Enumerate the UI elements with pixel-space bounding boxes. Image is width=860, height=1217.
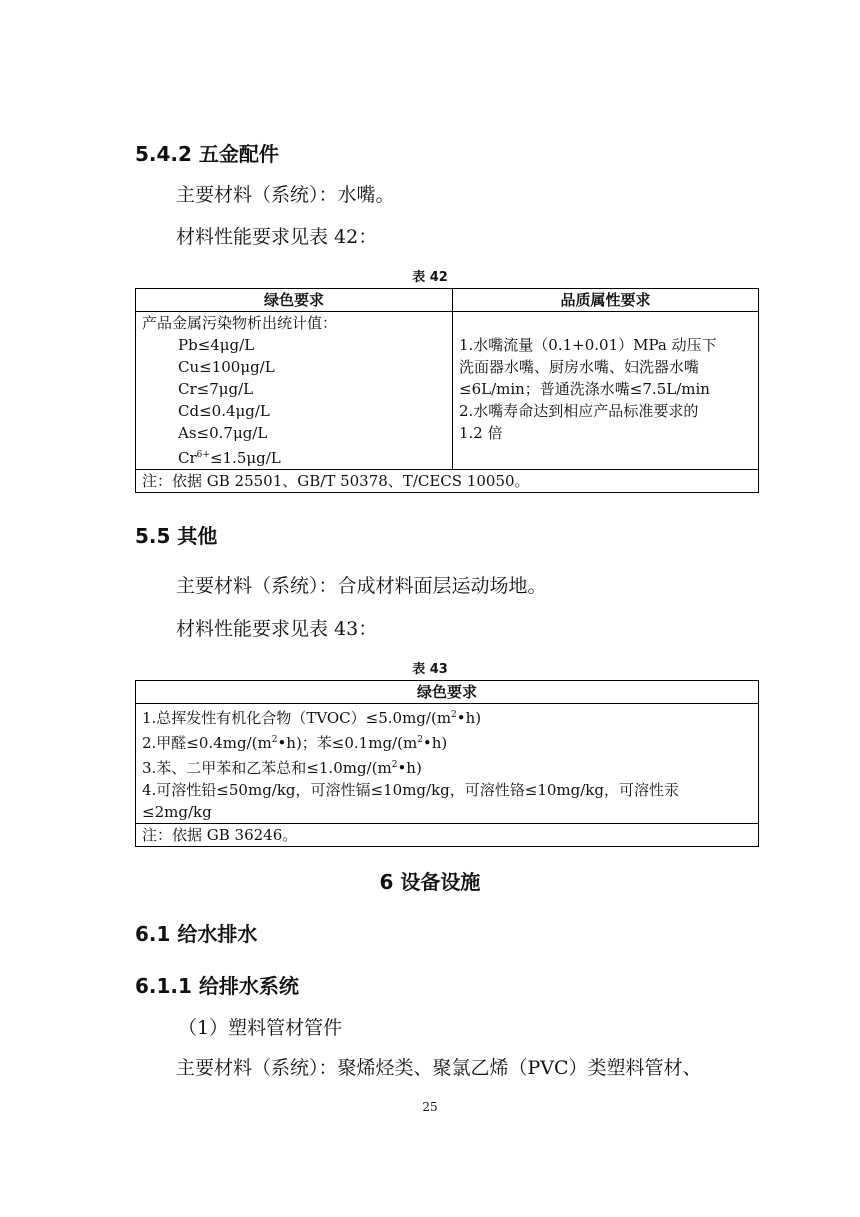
requirement-formaldehyde-benzene: 2.甲醛$\le 0.4mg/(m^2•h)$；苯$\le 0.1mg/(m^2•h)$ xyxy=(142,734,448,752)
column-header-quality: 品质属性要求 xyxy=(453,289,759,312)
page-number: 25 xyxy=(422,1100,438,1114)
limit-item: Pb≤4μg/L xyxy=(178,336,255,354)
green-intro: 产品金属污染物析出统计值： xyxy=(142,314,338,332)
quality-line: 1.2 倍 xyxy=(459,424,503,442)
table-43 xyxy=(135,680,759,847)
table-note: 注：依据 GB 25501、GB/T 50378、T/CECS 10050。 xyxy=(136,470,759,493)
quality-line: 1.水嘴流量（0.1+0.01）MPa 动压下 xyxy=(459,336,717,354)
table-caption-43: 表 43 xyxy=(412,662,448,677)
requirement-aromatics: 3.苯、二甲苯和乙苯总和$\le 1.0mg/(m^2•h)$ xyxy=(142,759,422,777)
quality-line: ≤6L/min；普通洗涤水嘴≤7.5L/min xyxy=(459,380,710,398)
main-material-text: 主要材料（系统）：水嘴。 xyxy=(176,184,395,206)
section-heading-5-5: 5.5 其他 xyxy=(135,524,218,548)
table-42 xyxy=(135,288,759,493)
limit-item: As≤0.7μg/L xyxy=(178,424,268,442)
main-material-text: 主要材料（系统）：合成材料面层运动场地。 xyxy=(176,575,547,597)
limit-item: Cr≤7μg/L xyxy=(178,380,254,398)
column-header-green: 绿色要求 xyxy=(136,289,453,312)
chapter-heading-6: 6 设备设施 xyxy=(379,870,481,894)
table-note: 注：依据 GB 36246。 xyxy=(136,824,759,847)
performance-reference-text: 材料性能要求见表 43： xyxy=(176,618,378,640)
section-heading-5-4-2: 5.4.2 五金配件 xyxy=(135,142,279,166)
subsection-plastic-pipes: （1）塑料管材管件 xyxy=(178,1017,343,1039)
column-header-green: 绿色要求 xyxy=(136,681,759,704)
performance-reference-text: 材料性能要求见表 42： xyxy=(176,226,378,248)
section-heading-6-1-1: 6.1.1 给排水系统 xyxy=(135,974,299,998)
green-requirements-cell xyxy=(136,704,759,824)
limit-item-cr6: $Cr^{6+}\le 1.5\mu g/L$ xyxy=(178,449,281,467)
requirement-heavy-metals-cont: ≤2mg/kg xyxy=(142,803,212,821)
requirement-tvoc: 1.总挥发性有机化合物$(TVOC)\le 5.0mg/(m^2•h)$ xyxy=(142,709,482,727)
green-requirements-cell xyxy=(136,312,453,470)
limit-item: Cu≤100μg/L xyxy=(178,358,275,376)
limit-item: Cd≤0.4μg/L xyxy=(178,402,270,420)
section-heading-6-1: 6.1 给水排水 xyxy=(135,922,258,946)
quality-line: 洗面器水嘴、厨房水嘴、妇洗器水嘴 xyxy=(459,358,700,376)
quality-line: 2.水嘴寿命达到相应产品标准要求的 xyxy=(459,402,699,420)
table-caption-42: 表 42 xyxy=(412,270,448,285)
quality-requirements-cell xyxy=(453,312,759,470)
main-material-text: 主要材料（系统）：聚烯烃类、聚氯乙烯（PVC）类塑料管材、 xyxy=(176,1057,702,1079)
requirement-heavy-metals: 4.可溶性铅≤50mg/kg，可溶性镉≤10mg/kg，可溶性铬≤10mg/kg，可溶性汞 xyxy=(142,781,679,799)
